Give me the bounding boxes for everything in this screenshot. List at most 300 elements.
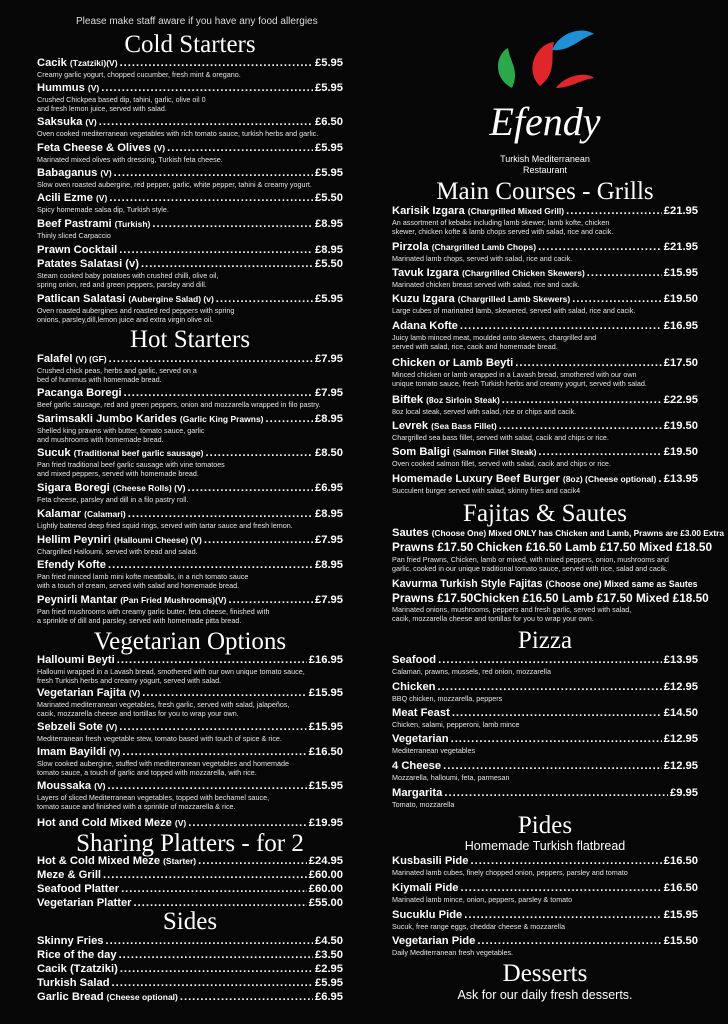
item-price: £24.95 [308,855,343,867]
menu-item-row [392,320,698,333]
side-item [37,963,343,976]
brand-tagline-2: Restaurant [522,165,568,175]
dot-leader [438,681,662,694]
item-price: £13.95 [663,473,698,485]
item-note: (Traditional beef garlic sausage) [73,448,204,458]
item-price: £15.95 [663,909,698,921]
item-price: £7.95 [315,534,343,546]
pizza-item [392,760,698,782]
item-name: Levrek [392,420,429,432]
item-name: Sucuklu Pide [392,909,463,921]
hot-starter-item [37,594,343,625]
item-note: (Starter) [163,856,197,866]
dot-leader [461,882,662,895]
item-note: (V) [105,722,118,732]
item-name: Seafood Platter [37,883,120,895]
dot-leader [109,192,313,205]
item-price: £8.95 [315,413,343,425]
section-title-sharing-platters: Sharing Platters - for 2 [76,830,304,857]
item-name: Adana Kofte [392,320,458,332]
item-price: £5.50 [315,192,343,204]
section-title-vegetarian: Vegetarian Options [93,628,287,655]
item-description: Slow oven roasted aubergine, red pepper, garlic, white pepper, tahini & creamy yogurt. [37,180,312,189]
dot-leader [119,949,313,962]
main-course-item [392,267,698,289]
item-price: £7.95 [315,594,343,606]
item-price: £12.95 [663,760,698,772]
dot-leader [188,817,307,830]
dot-leader [205,447,313,460]
section-title-pizza: Pizza [517,627,573,654]
dot-leader [112,977,313,990]
item-description: tomato sauce, a touch of garlic and topped with mozzarella, with rice. [37,768,257,777]
fajitas-line [392,578,698,591]
dot-leader [266,413,313,426]
item-price: £6.50 [315,116,343,128]
item-price: £22.95 [663,394,698,406]
section-title-hot-starters: Hot Starters [129,326,251,353]
menu-item-row [392,707,698,720]
item-description: cacik, mozzarella cheese and tortillas for you to wrap your own. [37,709,239,718]
item-description: with a touch of cream, served with salad and homemade bread. [37,581,240,590]
item-price: £7.95 [315,387,343,399]
item-description: BBQ chicken, mozzarella, peppers [392,694,503,703]
item-price: £3.50 [315,949,343,961]
item-description: Crushed chick peas, herbs and garlic, served on a [37,366,197,375]
item-price: £4.50 [315,935,343,947]
hot-starter-item [37,559,343,590]
vegetarian-item [37,721,343,743]
item-description: and mixed peppers, served with homemade bread. [37,469,199,478]
item-name: Rice of the day [37,949,117,961]
item-description: Marinated chicken breast served with salad, rice and cacik. [392,280,580,289]
green-leaf-icon [498,48,515,88]
item-description: Spicy homemade salsa dip, Turkish style. [37,205,169,214]
item-price: £15.95 [308,721,343,733]
red-leaf-small-icon [556,75,594,88]
sharing-item [37,855,343,868]
menu-item-row [37,883,343,896]
menu-item-row [37,508,343,521]
item-name: Hot and Cold Mixed Meze [37,817,172,829]
item-name: Chicken [392,681,436,693]
item-description: Slow cooked aubergine, stuffed with mediterranean vegetables and homemade [37,759,289,768]
pide-item [392,855,698,877]
item-name: Saksuka [37,116,83,128]
vegetarian-item [37,687,343,718]
leaves-logo-icon [470,26,620,106]
item-note: (V) [109,747,121,757]
item-price: £60.00 [308,869,343,881]
menu-item-row [37,192,343,205]
item-note: (V) [174,818,187,828]
item-price: £5.50 [315,258,343,270]
item-note: (V) [153,143,166,153]
item-note: (Cheese optional) [106,992,178,1002]
item-name: Cacik [37,57,67,69]
item-name: Turkish Salad [37,977,110,989]
item-price: £8.50 [315,447,343,459]
menu-item-row [37,963,343,976]
menu-item-row [392,882,698,895]
menu-item-row [37,559,343,572]
item-name: Hellim Peyniri [37,534,111,546]
menu-item-row [37,594,343,607]
sautes-description: garlic, cooked in our unique traditional tomato sauce, served with rice, salad and cacik. [392,564,668,573]
item-price: £9.95 [670,787,698,799]
menu-item-row [37,534,343,547]
menu-item-row [37,293,343,306]
item-name: Karisik Izgara [392,205,465,217]
cold-starter-item [37,293,343,324]
menu-item-row [37,991,343,1004]
item-price: £5.95 [315,82,343,94]
fajitas-label: Kavurma Turkish Style Fajitas [392,578,543,590]
item-note: (V) [94,781,106,791]
section-title-cold-starters: Cold Starters [124,31,256,58]
item-note: (Aubergine Salad) (v) [128,294,214,304]
item-note: (V) [87,83,100,93]
item-name: Seafood [392,654,437,666]
main-course-item [392,446,698,468]
item-name: Babaganus [37,167,98,179]
item-price: £19.50 [663,446,698,458]
item-name: Homemade Luxury Beef Burger [392,473,560,485]
dot-leader [188,482,314,495]
item-description: Chargrilled Halloumi, served with bread and salad. [37,547,198,556]
dot-leader [460,320,662,333]
item-price: £7.95 [315,353,343,365]
item-description: unique tomato sauce, fresh Turkish herbs and creamy yogurt, served with salad. [392,379,647,388]
item-name: Meze & Grill [37,869,102,881]
dot-leader [587,267,662,280]
dot-leader [566,205,662,218]
item-note: (Chargrilled Lamb Skewers) [457,294,571,304]
menu-item-row [392,855,698,868]
section-title-fajitas-sautes: Fajitas & Sautes [463,500,627,527]
item-price: £15.50 [663,935,698,947]
item-name: Meat Feast [392,707,450,719]
menu-item-row [392,267,698,280]
dot-leader [180,991,313,1004]
pizza-item [392,654,698,676]
item-price: £19.95 [308,817,343,829]
main-course-item [392,205,698,236]
item-description: Feta cheese, parsley and dill in a filo pastry roll. [37,495,189,504]
dot-leader [142,687,307,700]
item-description: Marinated lamb cubes, finely chopped onion, peppers, parsley and tomato [392,868,628,877]
pizza-item [392,707,698,729]
item-name: Falafel [37,353,73,365]
main-course-item [392,293,698,315]
item-name: Efendy Kofte [37,559,106,571]
main-course-item [392,420,698,442]
item-price: £21.95 [663,241,698,253]
menu-item-row [392,473,698,486]
brand-name: Efendy [489,99,601,144]
menu-item-row [392,357,698,370]
item-price: £15.95 [308,780,343,792]
item-name: Patates Salatasi (v) [37,258,139,270]
pide-item [392,882,698,904]
item-price: £5.95 [315,57,343,69]
item-description: Crushed Chickpea based dip, tahini, garlic, olive oil 0 [37,95,206,104]
item-description: Lightly battered deep fried squid rings, served with tartar sauce and fresh lemon. [37,521,293,530]
item-description: Oven cooked mediterranean vegetables with rich tomato sauce, turkish herbs and garlic. [37,129,319,138]
item-description: Layers of sliced Mediterranean vegetables, topped with bechamel sauce, [37,793,270,802]
item-description: Minced chicken or lamb wrapped in a Lavash bread, smothered with our own [392,370,637,379]
item-price: £19.50 [663,293,698,305]
item-description: Marinated lamb mince, onion, peppers, parsley & tomato [392,895,573,904]
item-name: Acili Ezme [37,192,93,204]
item-price: £8.95 [315,244,343,256]
dot-leader [477,935,661,948]
item-name: Biftek [392,394,424,406]
menu-page: Please make staff aware if you have any food allergies Efendy Turkish Mediterranean Restaurant Cold Starters Cacik (Tzatziki)(V) ..... £5.95 Creamy garlic yogurt, chopped cucumber, fresh mint & oregano. Hummus (V) ..... £5.95 Crushed Chickpea based dip, tahini, garlic, olive oil 0 and fresh lemon juice, served with salad. Saksuka (V) ..... £6.50 Oven cooked mediterranean vegetables with rich tomato sauce, turkish herbs and garlic. Feta Cheese & Olives (V) ..... £5.95 Marinated mixed olives with dressing, Turkish feta cheese. Babaganus (V) ..... £5.95 Slow oven roasted aubergine, red pepper, garlic, white pepper, tahini & creamy yogurt. Acili Ezme (V) ..... £5.50 Spicy homemade salsa dip, Turkish style. Beef Pastrami (Turkish) ..... £8.95 Thinly sliced Carpaccio Prawn Cocktail ..... £8.95 Patates Salatasi (v) ..... £5.50 Steam cooked baby potatoes with crushed chilli, olive oil, spring onion, red and green peppers, parsley and dill. Patlican Salatasi (Aubergine Salad) (v) ..... £5.95 Oven roasted aubergines and roasted red peppers with spring onions, parsley,dill,lemon juice and extra virgin olive oil. Hot Starters Falafel (V) (GF) ..... £7.95 Crushed chick peas, herbs and garlic, served on a bed of hummus with homemade bread. Pacanga Boregi ..... £7.95 Beef garlic sausage, red and green peppers, onion and mozzarella wrapped in filo pastry. Sarimsakli Jumbo Karides (Garlic King Prawns) ..... £8.95 Shelled king prawns with butter, tomato sauce, garlic and mushrooms with homemade bread. Sucuk (Traditional beef garlic sausage) ..... £8.50 Pan fried traditional beef garlic sausage with vine tomatoes and mixed peppers, served with homemade bread. Sigara Boregi (Cheese Rolls) (V) ..... £6.95 Feta cheese, parsley and dill in a filo pastry roll. Kalamar (Calamari) ..... £8.95 Lightly battered deep fried squid rings, served with tartar sauce and fresh lemon. Hellim Peyniri (Halloumi Cheese) (V) ..... £7.95 Chargrilled Halloumi, served with bread and salad. Efendy Kofte ..... £8.95 Pan fried minced lamb mini kofte meatballs, in a rich tomato sauce with a touch of cream, served with salad and homemade bread. Peynirli Mantar (Pan Fried Mushrooms)(V) ..... £7.95 Pan fried mushrooms with creamy garlic butter, feta cheese, finished with a sprinkle of dill and parsley, served with homemade pitta bread. Vegetarian Options Halloumi Beyti ..... £16.95 Halloumi wrapped in a Lavash bread, smothered with our own unique tomato sauce, fresh Turkish herbs and creamy yogurt, served with salad. Vegetarian Fajita (V) ..... £15.95 Marinated mediterranean vegetables, fresh garlic, served with salad, jalapeños, cacik, mozzarella cheese and tortillas for you to wrap your own. Sebzeli Sote (V) ..... £15.95 Mediterranean fresh vegetable stew, tomato based with touch of spice & rice. Imam Bayildi (V) ..... £16.50 Slow cooked aubergine, stuffed with mediterranean vegetables and homemade tomato sauce, a touch of garlic and topped with mozzarella, with rice. Moussaka (V) ..... £15.95 Layers of sliced Mediterranean vegetables, topped with bechamel sauce, tomato sauce and finished with a sprinkle of mozzarella & rice. Hot and Cold Mixed Meze (V) ..... £19.95 Sharing Platters - for 2 Hot & Cold Mixed Meze (Starter) ..... £24.95 Meze & Grill ..... £60.00 Seafood Platter ..... £60.00 Vegetarian Platter ..... £55.00 Sides Skinny Fries ..... £4.50 Rice of the day ..... £3.50 Cacik (Tzatziki) ..... £2.95 Turkish Salad ..... £5.95 Garlic Bread (Cheese optional) ..... £6.95 Main Courses - Grills Karisik Izgara (Chargrilled Mixed Grill) ..... £21.95 An assortment of kebabs including lamb skewer, lamb kofte, chicken skewer, chicken kofte & lamb chops served with salad, rice and cacik. Pirzola (Chargrilled Lamb Chops) ..... £21.95 Marinated lamb chops, served with salad, rice and cacik. Tavuk Izgara (Chargrilled Chicken Skewers) ..... £15.95 Marinated chicken breast served with salad, rice and cacik. Kuzu Izgara (Chargrilled Lamb Skewers) ..... £19.50 Large cubes of marinated lamb, skewered, served with salad, rice and cacik. Adana Kofte ..... £16.95 Juicy lamb minced meat, moulded onto skewers, chargrilled and served with salad, rice, cacik and homemade bread. Chicken or Lamb Beyti ..... £17.50 Minced chicken or lamb wrapped in a Lavash bread, smothered with our own unique tomato sauce, fresh Turkish herbs and creamy yogurt, served with salad. Biftek (8oz Sirloin Steak) ..... £22.95 8oz local steak, served with salad, rice or chips and cacik. Levrek (Sea Bass Fillet) ..... £19.50 Chargrilled sea bass fillet, served with salad, cacik and chips or rice. Som Baligi (Salmon Fillet Steak) ..... £19.50 Oven cooked salmon fillet, served with salad, cacik and chips or rice. Homemade Luxury Beef Burger (8oz) (Cheese optional) ..... £13.95 Succulent burger served with salad, skinny fries and cacik4 Fajitas & Sautes Sautes (Choose One) Mixed ONLY has Chicken and Lamb, Prawns are £3.00 Extra Prawns £17.50 Chicken £16.50 Lamb £17.50 Mixed £18.50 Pan fried Prawns, Chicken, lamb or mixed, with mixed peppers, onion, mushrooms and garlic, cooked in our unique traditional tomato sauce, served with rice, salad and cacik. Kavurma Turkish Style Fajitas (Choose one) Mixed same as Sautes Prawns £17.50Chicken £16.50 Lamb £17.50 Mixed £18.50 Marinated onions, mushrooms, peppers and fresh garlic, served with salad, cacik, mozzarella cheese and tortillas for you to wrap your own. Pizza Seafood ..... £13.95 Calamari, prawns, mussels, red onion, mozzarella Chicken ..... £12.95 BBQ chicken, mozzarella, peppers Meat Feast ..... £14.50 Chicken, salami, pepperoni, lamb mince Vegetarian ..... £12.95 Mediterranean vegetables 4 Cheese ..... £12.95 Mozzarella, halloumi, feta, parmesan Margarita ..... £9.95 Tomato, mozzarella Pides Homemade Turkish flatbread Kusbasili Pide ..... £16.50 Marinated lamb cubes, finely chopped onion, peppers, parsley and tomato Kiymali Pide ..... £16.50 Marinated lamb mince, onion, peppers, parsley & tomato Sucuklu Pide ..... £15.95 Sucuk, free range eggs, cheddar cheese & mozzarella Vegetarian Pide ..... £15.50 Daily Mediterranean fresh vegetables. Desserts Ask for our daily fresh desserts. [0,0,728,1024]
dot-leader [114,167,313,180]
cold-starter-item [37,258,343,289]
dot-leader [228,594,313,607]
item-name: Som Baligi [392,446,450,458]
item-price: £13.95 [663,654,698,666]
item-name: Vegetarian Fajita [37,687,126,699]
vegetarian-item [37,746,343,777]
item-name: Pacanga Boregi [37,387,122,399]
pides-subtitle: Homemade Turkish flatbread [464,839,626,853]
item-description: spring onion, red and green peppers, parsley and dill. [37,280,207,289]
item-price: £5.95 [315,293,343,305]
blue-leaf-icon [552,31,594,51]
item-price: £16.95 [308,654,343,666]
item-note: (Chargrilled Mixed Grill) [467,206,565,216]
item-description: and fresh lemon juice, served with salad. [37,104,167,113]
item-price: £16.50 [308,746,343,758]
item-price: £55.00 [308,897,343,909]
menu-item-row [37,977,343,990]
item-description: Shelled king prawns with butter, tomato sauce, garlic [37,426,205,435]
menu-item-row [392,909,698,922]
item-description: skewer, chicken kofte & lamb chops served with salad, rice and cacik. [392,227,614,236]
item-note: (Garlic King Prawns) [179,414,264,424]
menu-item-row [37,654,343,667]
dot-leader [538,241,662,254]
item-note: (V) (GF) [75,354,107,364]
main-course-item [392,320,698,351]
main-course-item [392,394,698,416]
item-note: (Sea Bass Fillet) [431,421,497,431]
side-item [37,991,343,1004]
item-name: Peynirli Mantar [37,594,118,606]
main-course-item [392,241,698,263]
menu-item-row [37,218,343,231]
item-name: Sarimsakli Jumbo Karides [37,413,177,425]
menu-item-row [392,681,698,694]
cold-starter-item [37,244,343,257]
dot-leader [99,116,313,129]
item-price: £6.95 [315,482,343,494]
dot-leader [108,559,313,572]
dot-leader [119,721,307,734]
section-title-sides: Sides [162,908,218,935]
item-description: Succulent burger served with salad, skinny fries and cacik4 [392,486,581,495]
dot-leader [122,746,306,759]
item-description: Mozzarella, halloumi, feta, parmesan [392,773,510,782]
item-name: Kiymali Pide [392,882,459,894]
item-note: (Calamari) [84,509,126,519]
item-note: (8oz Sirloin Steak) [426,395,500,405]
sharing-item [37,883,343,896]
menu-item-row [37,780,343,793]
menu-item-row [392,394,698,407]
sautes-description: Pan fried Prawns, Chicken, lamb or mixed, with mixed peppers, onion, mushrooms and [392,555,669,564]
dot-leader [464,909,662,922]
item-price: £15.95 [663,267,698,279]
menu-item-row [37,746,343,759]
sautes-label: Sautes [392,527,429,539]
item-description: Creamy garlic yogurt, chopped cucumber, fresh mint & oregano. [37,70,241,79]
item-price: £16.50 [663,882,698,894]
fajitas-note: (Choose one) Mixed same as Sautes [545,579,698,589]
item-name: Kusbasili Pide [392,855,469,867]
item-name: Chicken or Lamb Beyti [392,357,514,369]
item-name: Halloumi Beyti [37,654,115,666]
item-price: £14.50 [663,707,698,719]
dot-leader [107,780,306,793]
item-description: An assortment of kebabs including lamb skewer, lamb kofte, chicken [392,218,610,227]
dot-leader [452,707,662,720]
item-price: £21.95 [663,205,698,217]
menu-item-row [37,244,343,257]
item-price: £12.95 [663,733,698,745]
item-note: (Tzatziki)(V) [69,58,118,68]
menu-item-row [37,482,343,495]
menu-item-row [37,142,343,155]
cold-starter-item [37,192,343,214]
item-note: (Turkish) [114,219,151,229]
item-name: Beef Pastrami [37,218,112,230]
item-price: £16.95 [663,320,698,332]
dot-leader [101,82,313,95]
fajitas-description: cacik, mozzarella cheese and tortillas for you to wrap your own. [392,614,594,623]
menu-item-row [37,413,343,426]
item-name: Cacik (Tzatziki) [37,963,118,975]
side-item [37,977,343,990]
item-description: 8oz local steak, served with salad, rice or chips and cacik. [392,407,577,416]
item-note: (8oz) (Cheese optional) [562,474,657,484]
menu-item-row [392,241,698,254]
menu-item-row [392,787,698,800]
menu-item-row [392,420,698,433]
hot-starter-item [37,413,343,444]
dot-leader [470,855,661,868]
menu-item-row [392,733,698,746]
dot-leader [109,353,313,366]
menu-item-row [37,82,343,95]
item-description: Marinated lamb chops, served with salad, rice and cacik. [392,254,573,263]
menu-item-row [37,935,343,948]
item-name: Margarita [392,787,443,799]
side-item [37,949,343,962]
item-name: Sebzeli Sote [37,721,103,733]
dot-leader [128,508,313,521]
item-description: Oven roasted aubergines and roasted red peppers with spring [37,306,235,315]
item-description: Thinly sliced Carpaccio [37,231,111,240]
desserts-subtitle: Ask for our daily fresh desserts. [457,988,633,1002]
main-course-item [392,357,698,388]
item-name: Sigara Boregi [37,482,110,494]
hot-starter-item [37,534,343,556]
sharing-item [37,869,343,882]
dot-leader [499,420,662,433]
item-name: Feta Cheese & Olives [37,142,151,154]
item-price: £8.95 [315,508,343,520]
dot-leader [103,869,307,882]
brand-tagline: Turkish Mediterranean [500,154,590,164]
dot-leader [167,142,313,155]
item-price: £8.95 [315,559,343,571]
item-name: Moussaka [37,780,92,792]
item-name: Imam Bayildi [37,746,107,758]
dot-leader [451,733,662,746]
menu-item-row [37,116,343,129]
dot-leader [204,534,313,547]
item-description: Pan fried traditional beef garlic sausage with vine tomatoes [37,460,225,469]
item-description: and mushrooms with homemade bread. [37,435,164,444]
item-note: (V) [128,688,141,698]
hot-starter-item [37,387,343,409]
dot-leader [117,654,307,667]
menu-item-row [37,817,343,830]
dot-leader [124,387,313,400]
item-description: Marinated mediterranean vegetables, fresh garlic, served with salad, jalapeños, [37,700,290,709]
item-name: Hot & Cold Mixed Meze [37,855,161,867]
item-description: Daily Mediterranean fresh vegetables. [392,948,514,957]
item-note: (Chargrilled Chicken Skewers) [461,268,585,278]
section-title-desserts: Desserts [502,960,588,987]
dot-leader [106,935,313,948]
item-description: a sprinkle of dill and parsley, served with homemade pitta bread. [37,616,242,625]
item-description: Marinated mixed olives with dressing, Turkish feta cheese. [37,155,223,164]
item-price: £16.50 [663,855,698,867]
red-leaf-icon [533,42,554,86]
menu-item-row [37,721,343,734]
pide-item [392,909,698,931]
dot-leader [443,760,662,773]
item-description: served with salad, rice, cacik and homemade bread. [392,342,558,351]
dot-leader [658,473,661,486]
menu-item-row [392,654,698,667]
pizza-item [392,787,698,809]
item-description: Oven cooked salmon fillet, served with salad, cacik and chips or rice. [392,459,611,468]
menu-item-row [37,258,343,271]
item-note: (Salmon Fillet Steak) [452,447,537,457]
item-name: Vegetarian [392,733,449,745]
menu-item-row [37,855,343,868]
item-name: Kuzu Izgara [392,293,455,305]
item-name: Vegetarian Platter [37,897,132,909]
item-description: Steam cooked baby potatoes with crushed chilli, olive oil, [37,271,219,280]
cold-starter-item [37,142,343,164]
item-name: Garlic Bread [37,991,104,1003]
pizza-item [392,681,698,703]
pide-item [392,935,698,957]
menu-item-row [392,446,698,459]
item-name: Pirzola [392,241,429,253]
item-description: fresh Turkish herbs and creamy yogurt, served with salad. [37,676,222,685]
item-name: Kalamar [37,508,82,520]
item-name: Vegetarian Pide [392,935,476,947]
menu-item-row [37,167,343,180]
